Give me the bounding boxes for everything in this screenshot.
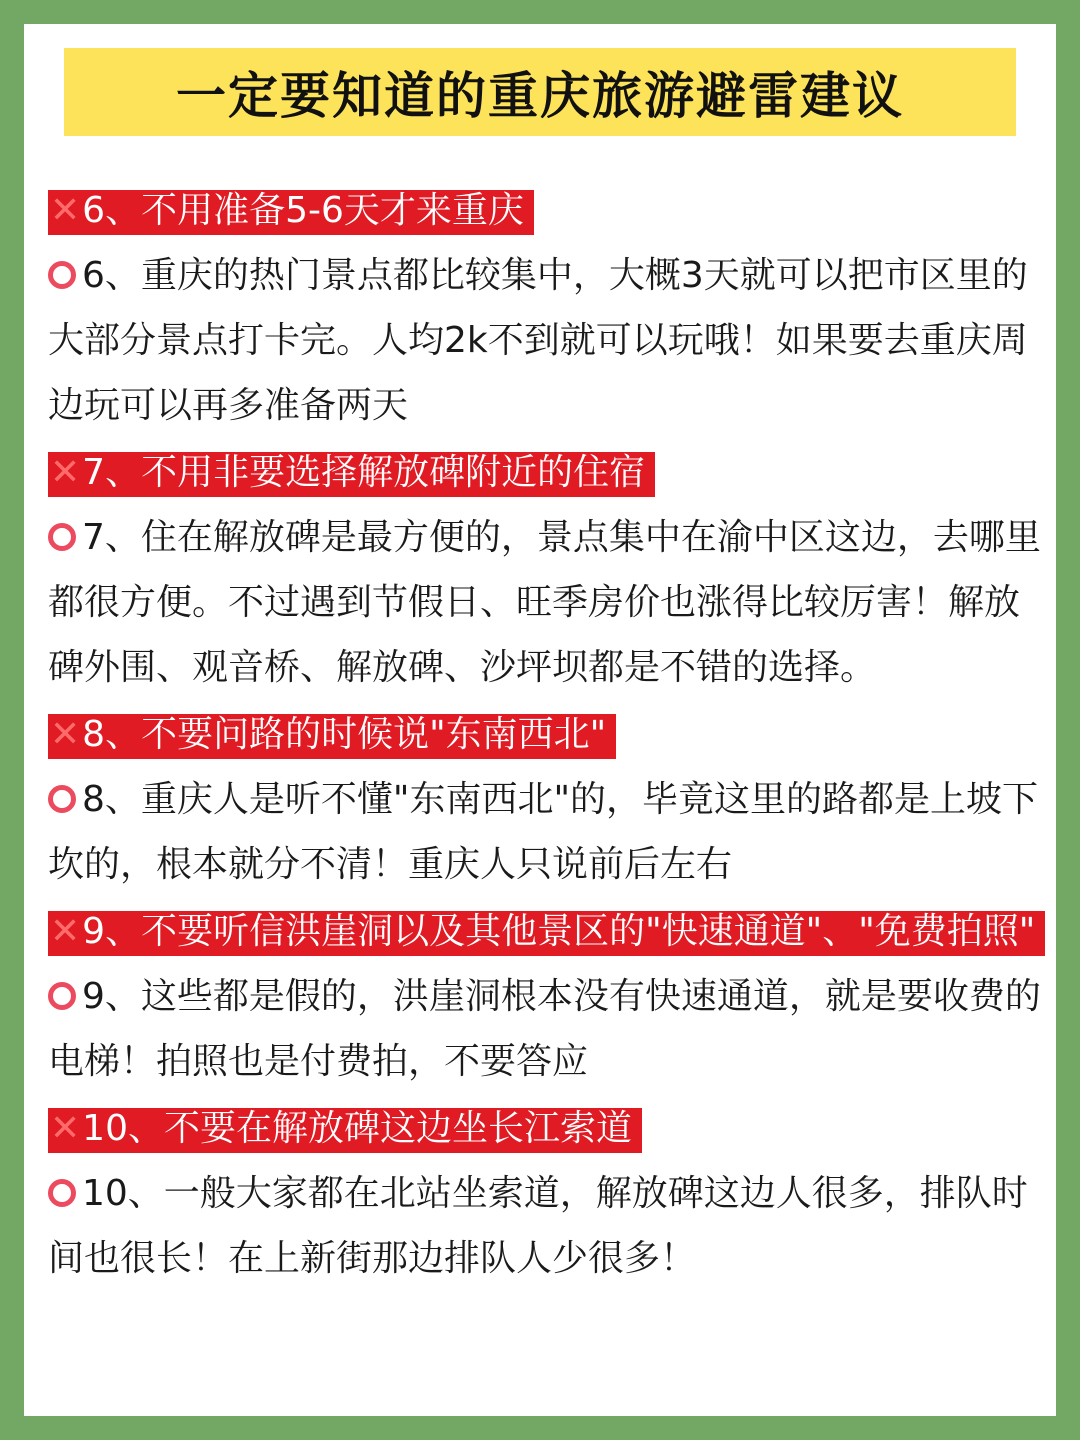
content-card: [24, 24, 1056, 1416]
tips-list: [48, 178, 1048, 1293]
tip-item-9: [48, 899, 1048, 1094]
tip-highlight: [48, 190, 534, 235]
tip-highlight: [48, 452, 655, 497]
cross-mark-icon: ✕: [50, 190, 81, 231]
circle-mark-icon: [48, 1179, 76, 1207]
tip-heading: [48, 702, 1048, 767]
tip-text: 9、不要听信洪崖洞以及其他景区的"快速通道"、"免费拍照": [82, 911, 1036, 952]
tip-heading: [48, 440, 1048, 505]
tip-highlight: [48, 714, 616, 759]
circle-mark-icon: [48, 261, 76, 289]
tip-answer: [48, 505, 1048, 700]
cross-mark-icon: ✕: [50, 714, 81, 755]
tip-highlight: [48, 1108, 642, 1153]
tip-item-6: [48, 178, 1048, 438]
circle-mark-icon: [48, 785, 76, 813]
tip-answer: [48, 767, 1048, 897]
tip-item-10: [48, 1096, 1048, 1291]
tip-answer: [48, 243, 1048, 438]
tip-item-8: [48, 702, 1048, 897]
tip-heading: [48, 1096, 1048, 1161]
tip-answer: [48, 1161, 1048, 1291]
title-banner: [64, 48, 1016, 136]
tip-highlight: [48, 911, 1045, 956]
cross-mark-icon: ✕: [50, 1108, 81, 1149]
tip-text: 7、不用非要选择解放碑附近的住宿: [82, 452, 646, 493]
tip-heading: [48, 178, 1048, 243]
cross-mark-icon: ✕: [50, 452, 81, 493]
tip-answer: [48, 964, 1048, 1094]
page-title: 一定要知道的重庆旅游避雷建议: [176, 67, 904, 125]
tip-item-7: [48, 440, 1048, 700]
answer-text: 10、一般大家都在北站坐索道，解放碑这边人很多，排队时间也很长！在上新街那边排队人少很多！: [48, 1173, 1028, 1279]
tip-text: 8、不要问路的时候说"东南西北": [82, 714, 607, 755]
answer-text: 8、重庆人是听不懂"东南西北"的，毕竟这里的路都是上坡下坎的，根本就分不清！重庆人只说前后左右: [48, 779, 1039, 885]
tip-text: 6、不用准备5-6天才来重庆: [82, 190, 524, 231]
circle-mark-icon: [48, 982, 76, 1010]
answer-text: 6、重庆的热门景点都比较集中，大概3天就可以把市区里的大部分景点打卡完。人均2k不到就可以玩哦！如果要去重庆周边玩可以再多准备两天: [48, 255, 1028, 426]
cross-mark-icon: ✕: [50, 911, 81, 952]
answer-text: 9、这些都是假的，洪崖洞根本没有快速通道，就是要收费的电梯！拍照也是付费拍，不要答应: [48, 976, 1041, 1082]
answer-text: 7、住在解放碑是最方便的，景点集中在渝中区这边，去哪里都很方便。不过遇到节假日、旺季房价也涨得比较厉害！解放碑外围、观音桥、解放碑、沙坪坝都是不错的选择。: [48, 517, 1041, 688]
circle-mark-icon: [48, 523, 76, 551]
tip-heading: [48, 899, 1048, 964]
tip-text: 10、不要在解放碑这边坐长江索道: [82, 1108, 632, 1149]
